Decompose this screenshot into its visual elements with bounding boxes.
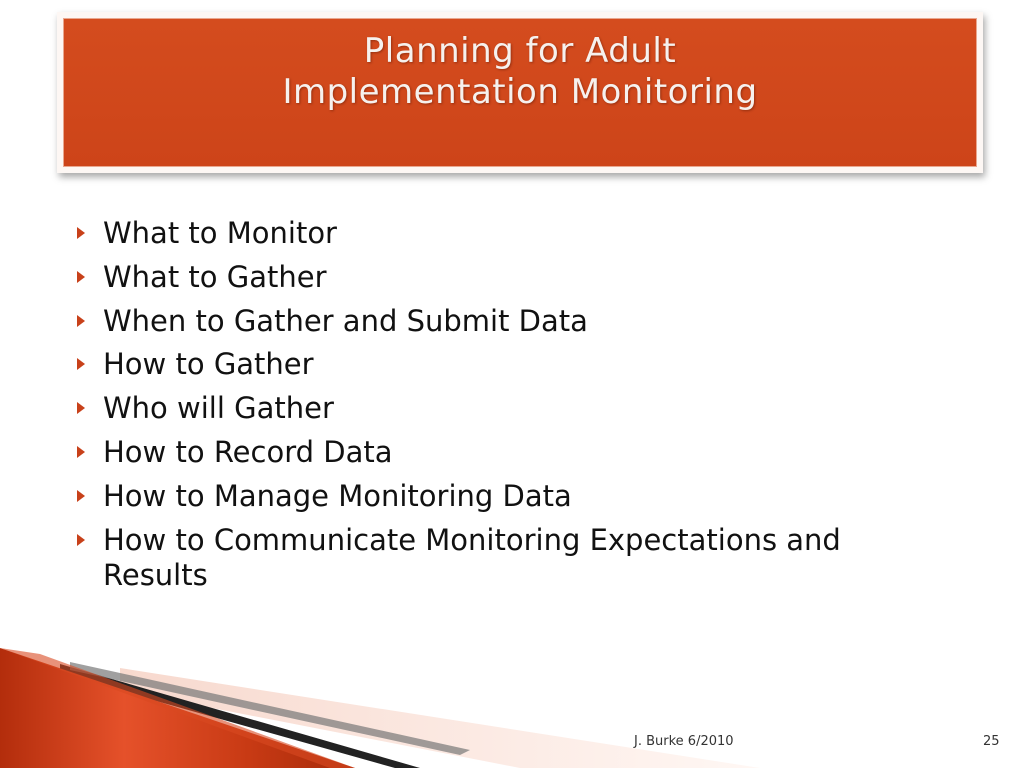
bullet-text: What to Gather xyxy=(103,259,327,294)
slide-title xyxy=(64,31,976,113)
title-banner xyxy=(57,12,983,173)
arrow-right-icon xyxy=(77,402,85,414)
page-number: 25 xyxy=(983,734,1000,749)
bullet-item xyxy=(74,523,934,593)
bullet-text: Who will Gather xyxy=(103,391,334,426)
bullet-text: What to Monitor xyxy=(103,216,337,250)
bullet-item xyxy=(74,391,934,426)
decorative-swoosh xyxy=(0,640,1024,768)
slide-title-line-2: Implementation Monitoring xyxy=(282,72,758,112)
bullet-item xyxy=(74,347,934,382)
arrow-right-icon xyxy=(77,534,85,546)
bullet-text: When to Gather and Submit Data xyxy=(103,303,588,338)
bullet-text: How to Communicate Monitoring Expectations and Results xyxy=(103,522,841,592)
arrow-right-icon xyxy=(77,490,85,502)
footer-author: J. Burke 6/2010 xyxy=(634,734,734,749)
bullet-text: How to Record Data xyxy=(103,434,393,469)
bullet-item xyxy=(74,435,934,470)
title-panel xyxy=(63,18,977,167)
bullet-item xyxy=(74,216,934,251)
bullet-item xyxy=(74,304,934,339)
slide-title-line-1: Planning for Adult xyxy=(363,31,677,71)
arrow-right-icon xyxy=(77,227,85,239)
arrow-right-icon xyxy=(77,358,85,370)
bullet-text: How to Manage Monitoring Data xyxy=(103,478,572,513)
arrow-right-icon xyxy=(77,315,85,327)
arrow-right-icon xyxy=(77,271,85,283)
bullet-item xyxy=(74,479,934,514)
bullet-list xyxy=(74,216,934,601)
arrow-right-icon xyxy=(77,446,85,458)
bullet-text: How to Gather xyxy=(103,347,314,382)
bullet-item xyxy=(74,260,934,295)
